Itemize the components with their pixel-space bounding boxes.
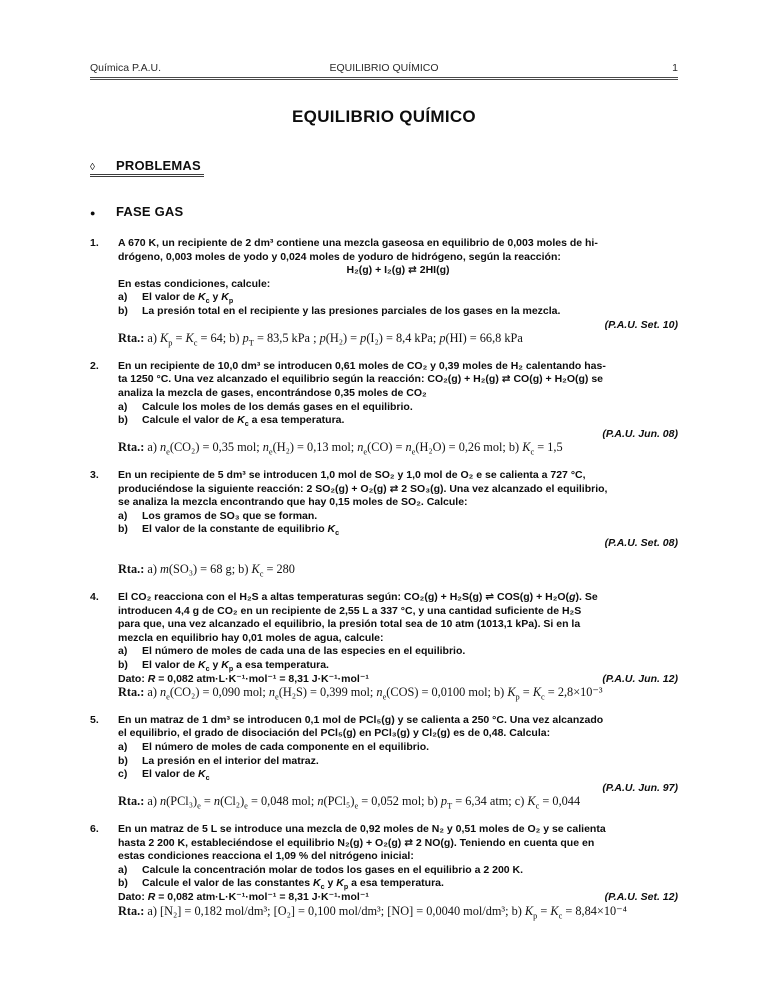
problem-content bbox=[118, 823, 678, 918]
item-line bbox=[118, 510, 678, 524]
statement-line: En un matraz de 1 dm³ se introducen 0,1 mol de PCl₅(g) y se calienta a 250 °C. Una vez alcanzado bbox=[118, 713, 604, 726]
item-marker: a) bbox=[118, 741, 128, 753]
problem-number: 3. bbox=[90, 468, 99, 481]
problem bbox=[90, 823, 678, 918]
item-marker: a) bbox=[118, 291, 128, 304]
statement-line: para que, una vez alcanzado el equilibrio, la presión total sea de 10 atm (1013,1 kPa). Si en la bbox=[118, 618, 581, 631]
item-text: El número de moles de cada una de las especies en el equilibrio. bbox=[142, 645, 466, 658]
item-marker: b) bbox=[118, 304, 128, 317]
item-line bbox=[118, 768, 678, 782]
source-label: (P.A.U. Set. 12) bbox=[604, 890, 678, 903]
dato-line bbox=[118, 891, 678, 905]
section-problemas bbox=[90, 157, 678, 177]
section-fase-gas bbox=[90, 204, 678, 219]
statement-line: el equilibrio, el grado de disociación del PCl₅(g) en PCl₃(g) y Cl₂(g) es de 0,48. Calcula: bbox=[118, 727, 551, 740]
equation-line: H₂(g) + I₂(g) ⇄ 2HI(g) bbox=[346, 264, 450, 277]
dato-text: Dato: R = 0,082 atm·L·K⁻¹·mol⁻¹ = 8,31 J·K⁻¹·mol⁻¹ bbox=[118, 890, 369, 903]
item-line bbox=[118, 645, 678, 659]
answer-line: Rta.: a) $n(PCl_3)_e = n(Cl_2)_e = 0,048$ mol; $n(PCl_5)_e = 0,052$ mol; b) $p_T = 6,34$ atm; c) $K_c = 0,044$ bbox=[118, 794, 581, 811]
answer-line: Rta.: a) $n_e(CO_2) = 0,090$ mol; $n_e(H_2S) = 0,399$ mol; $n_e(COS) = 0,0100$ mol; b) $K_p = K_c = 2,8\times 10^{-3}$ bbox=[118, 685, 603, 702]
item-marker: b) bbox=[118, 877, 128, 890]
item-line bbox=[118, 659, 678, 673]
problem-content bbox=[118, 237, 678, 346]
header-section-title: EQUILIBRIO QUÍMICO bbox=[329, 62, 439, 74]
problem-content bbox=[118, 591, 678, 700]
item-text: Calcule la concentración molar de todos los gases en el equilibrio a 2 200 K. bbox=[142, 863, 524, 876]
statement-line: En un recipiente de 10,0 dm³ se introducen 0,61 moles de CO₂ y 0,39 moles de H₂ calentando has- bbox=[118, 359, 606, 372]
fase-gas-label: FASE GAS bbox=[116, 204, 184, 219]
item-line bbox=[118, 291, 678, 305]
answer-line: Rta.: a) $K_p = K_c = 64$; b) $p_T = 83,5$ kPa ; p(H₂) = p(I₂) = 8,4 kPa; p(HI) = 66,8 kPa bbox=[118, 331, 523, 348]
statement-line: hasta 2 200 K, estableciéndose el equilibrio N₂(g) + O₂(g) ⇄ 2 NO(g). Teniendo en cuenta que en bbox=[118, 836, 595, 849]
statement-line: se analiza la mezcla encontrando que hay 0,15 moles de SO₂. Calcule: bbox=[118, 496, 468, 509]
item-marker: b) bbox=[118, 754, 128, 767]
problem-content bbox=[118, 360, 678, 455]
item-text: El valor de $K_c$ y $K_p$ bbox=[142, 291, 234, 306]
problem-number: 2. bbox=[90, 359, 99, 372]
item-text: Calcule el valor de las constantes $K_c$ y $K_p$ a esa temperatura. bbox=[142, 877, 444, 892]
problem bbox=[90, 469, 678, 577]
page-header bbox=[90, 62, 678, 80]
item-marker: a) bbox=[118, 400, 128, 413]
statement-line: El CO₂ reacciona con el H₂S a altas temperaturas según: CO₂(g) + H₂S(g) ⇌ COS(g) + H₂O(g). Se bbox=[118, 591, 598, 604]
statement-line: produciéndose la siguiente reacción: 2 SO₂(g) + O₂(g) ⇄ 2 SO₃(g). Una vez alcanzado el equilibrio, bbox=[118, 482, 608, 495]
header-doc-label: Química P.A.U. bbox=[90, 62, 161, 74]
item-line bbox=[118, 401, 678, 415]
header-page-number: 1 bbox=[672, 62, 678, 74]
problemas-label: PROBLEMAS bbox=[116, 158, 201, 173]
item-marker: a) bbox=[118, 863, 128, 876]
problem-number: 5. bbox=[90, 713, 99, 726]
item-text: La presión total en el recipiente y las presiones parciales de los gases en la mezcla. bbox=[142, 304, 561, 317]
statement-line: mezcla en equilibrio hay 0,01 moles de agua, calcule: bbox=[118, 631, 384, 644]
item-line bbox=[118, 877, 678, 891]
problems-list bbox=[90, 237, 678, 918]
source-line: (P.A.U. Jun. 08) bbox=[602, 427, 678, 440]
item-line bbox=[118, 741, 678, 755]
statement-line: analiza la mezcla de gases, encontrándose 0,35 moles de CO₂ bbox=[118, 386, 427, 399]
item-text: El valor de $K_c$ y $K_p$ a esa temperatura. bbox=[142, 659, 329, 674]
source-label: (P.A.U. Jun. 12) bbox=[602, 672, 678, 685]
diamond-bullet-icon: ◊ bbox=[90, 162, 95, 173]
item-marker: a) bbox=[118, 645, 128, 658]
answer-line: Rta.: a) $n_e(CO_2) = 0,35$ mol; $n_e(H_2) = 0,13$ mol; $n_e(CO) = n_e(H_2O) = 0,26$ mol; b) $K_c = 1,5$ bbox=[118, 440, 563, 457]
source-line: (P.A.U. Set. 10) bbox=[604, 318, 678, 331]
item-text: Los gramos de SO₃ que se forman. bbox=[142, 509, 318, 522]
statement-line: introducen 4,4 g de CO₂ en un recipiente de 2,55 L a 337 °C, y una cantidad suficiente de H₂S bbox=[118, 604, 582, 617]
problem bbox=[90, 591, 678, 700]
problem-number: 1. bbox=[90, 237, 99, 249]
statement-line: En estas condiciones, calcule: bbox=[118, 277, 271, 290]
problem bbox=[90, 714, 678, 809]
answer-line: Rta.: a) m(SO₃) = 68 g; b) $K_c = 280$ bbox=[118, 562, 295, 579]
item-text: La presión en el interior del matraz. bbox=[142, 754, 319, 767]
item-line bbox=[118, 414, 678, 428]
statement-line: En un matraz de 5 L se introduce una mezcla de 0,92 moles de N₂ y 0,51 moles de O₂ y se calienta bbox=[118, 822, 606, 835]
problem-number: 4. bbox=[90, 591, 99, 604]
statement-line: drógeno, 0,003 moles de yodo y 0,024 moles de yoduro de hidrógeno, según la reacción: bbox=[118, 250, 561, 263]
answer-line: Rta.: a) [N₂] = 0,182 mol/dm³; [O₂] = 0,100 mol/dm³; [NO] = 0,0040 mol/dm³; b) $K_p = K_c = 8,84\times 10^{-4}$ bbox=[118, 903, 627, 920]
item-text: El valor de la constante de equilibrio $K_c$ bbox=[142, 523, 340, 538]
item-text: El número de moles de cada componente en el equilibrio. bbox=[142, 741, 430, 753]
item-text: Calcule el valor de $K_c$ a esa temperatura. bbox=[142, 414, 345, 429]
problem-number: 6. bbox=[90, 822, 99, 835]
item-line bbox=[118, 305, 678, 319]
item-marker: a) bbox=[118, 509, 128, 522]
item-marker: b) bbox=[118, 523, 128, 536]
statement-line: En un recipiente de 5 dm³ se introducen 1,0 mol de SO₂ y 1,0 mol de O₂ e se calienta a 727 °C, bbox=[118, 468, 586, 481]
problem bbox=[90, 360, 678, 455]
problem-content bbox=[118, 469, 678, 577]
item-marker: b) bbox=[118, 414, 128, 427]
source-line: (P.A.U. Set. 08) bbox=[604, 536, 678, 549]
statement-line: A 670 K, un recipiente de 2 dm³ contiene una mezcla gaseosa en equilibrio de 0,003 moles de hi- bbox=[118, 237, 598, 249]
problemas-heading bbox=[90, 158, 204, 177]
dato-line bbox=[118, 673, 678, 687]
problem-content bbox=[118, 714, 678, 809]
statement-line: estas condiciones reacciona el 1,09 % del nitrógeno inicial: bbox=[118, 850, 414, 863]
problem bbox=[90, 237, 678, 346]
item-line bbox=[118, 864, 678, 878]
item-text: Calcule los moles de los demás gases en el equilibrio. bbox=[142, 400, 413, 413]
dato-text: Dato: R = 0,082 atm·L·K⁻¹·mol⁻¹ = 8,31 J·K⁻¹·mol⁻¹ bbox=[118, 672, 369, 685]
item-text: El valor de $K_c$ bbox=[142, 768, 210, 783]
page-title: EQUILIBRIO QUÍMICO bbox=[292, 107, 476, 126]
item-line bbox=[118, 755, 678, 769]
source-line: (P.A.U. Jun. 97) bbox=[602, 781, 678, 794]
item-line bbox=[118, 523, 678, 537]
statement-line: ta 1250 °C. Una vez alcanzado el equilibrio según la reacción: CO₂(g) + H₂(g) ⇄ CO(g) + H₂O(g) se bbox=[118, 373, 604, 386]
circle-bullet-icon: ● bbox=[90, 208, 96, 218]
item-marker: b) bbox=[118, 659, 128, 672]
item-marker: c) bbox=[118, 768, 128, 781]
